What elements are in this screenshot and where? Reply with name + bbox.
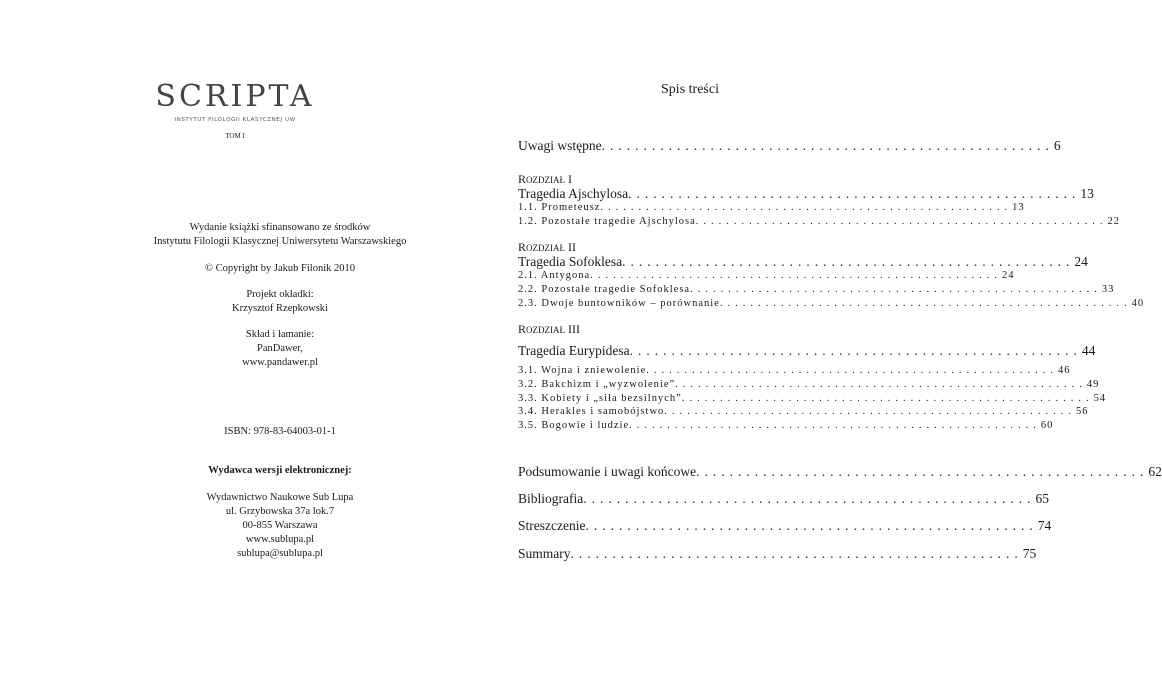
cover-name: Krzysztof Rzepkowski <box>232 303 328 314</box>
toc-entry-summary-en[interactable]: Summary ...................................................... 75 <box>518 546 1037 561</box>
publisher-city: 00-855 Warszawa <box>242 520 318 531</box>
funding-line-2: Instytutu Filologii Klasycznej Uniwersytetu Warszawskiego <box>153 236 407 247</box>
publisher-email: sublupa@sublupa.pl <box>237 548 323 559</box>
typeset-name: PanDawer, <box>257 343 303 354</box>
toc-entry-section[interactable]: 2.3. Dwoje buntowników – porównanie ...................................................... 40 <box>518 298 1145 309</box>
chapter-heading-3: ROZDZIAŁ III <box>518 322 581 336</box>
toc-entry-section[interactable]: 1.1. Prometeusz ...................................................... 13 <box>518 202 1025 213</box>
toc-entry-section[interactable]: 1.2. Pozostałe tragedie Ajschylosa ...................................................... 22 <box>518 216 1121 227</box>
funding-note <box>60 221 500 249</box>
toc-entry-chapter-3[interactable]: Tragedia Eurypidesa ...................................................... 44 <box>518 343 1096 358</box>
toc-entry-abstract-pl[interactable]: Streszczenie ...................................................... 74 <box>518 518 1052 533</box>
logo-wordmark: SCRIPTA <box>155 79 315 114</box>
publisher-street: ul. Grzybowska 37a lok.7 <box>225 506 335 517</box>
ebook-publisher-heading: Wydawca wersji elektronicznej: <box>208 465 352 476</box>
toc-entry-section[interactable]: 3.2. Bakchizm i „wyzwolenie” ...................................................... 49 <box>518 379 1100 390</box>
toc-entry-intro[interactable]: Uwagi wstępne ...................................................... 6 <box>518 138 1061 153</box>
chapter-heading-2: ROZDZIAŁ II <box>518 240 577 254</box>
toc-entry-chapter-2[interactable]: Tragedia Sofoklesa ...................................................... 24 <box>518 254 1088 269</box>
publisher-www: www.sublupa.pl <box>245 534 315 545</box>
typeset-label: Skład i łamanie: <box>245 329 315 340</box>
toc-entry-section[interactable]: 3.4. Herakles i samobójstwo ...................................................... 56 <box>518 406 1089 417</box>
toc-entry-section[interactable]: 3.5. Bogowie i ludzie ...................................................... 60 <box>518 420 1054 431</box>
volume-number: TOM I <box>225 132 245 140</box>
logo-subtitle: INSTYTUT FILOLOGII KLASYCZNEJ UW <box>174 117 296 123</box>
publisher-address <box>60 491 500 561</box>
publisher-name: Wydawnictwo Naukowe Sub Lupa <box>206 492 354 503</box>
cover-label: Projekt okładki: <box>246 289 314 300</box>
typeset-url: www.pandawer.pl <box>242 357 318 368</box>
cover-credit <box>60 288 500 316</box>
toc-entry-chapter-1[interactable]: Tragedia Ajschylosa ...................................................... 13 <box>518 186 1094 201</box>
typeset-credit <box>60 328 500 370</box>
toc-entry-section[interactable]: 3.1. Wojna i zniewolenie ...................................................... 46 <box>518 365 1071 376</box>
isbn: ISBN: 978-83-64003-01-1 <box>224 426 336 437</box>
toc-entry-bibliography[interactable]: Bibliografia ...................................................... 65 <box>518 491 1049 506</box>
toc-entry-section[interactable]: 2.1. Antygona ...................................................... 24 <box>518 270 1015 281</box>
toc-entry-summary-remarks[interactable]: Podsumowanie i uwagi końcowe ...................................................... 62 <box>518 464 1162 479</box>
toc-entry-section[interactable]: 2.2. Pozostałe tragedie Sofoklesa ...................................................... 33 <box>518 284 1115 295</box>
chapter-heading-1: ROZDZIAŁ I <box>518 172 573 186</box>
toc-entry-section[interactable]: 3.3. Kobiety i „siła bezsilnych” ...................................................... 54 <box>518 393 1107 404</box>
toc-title: Spis treści <box>661 82 719 97</box>
scripta-logo <box>150 80 320 123</box>
copyright: © Copyright by Jakub Filonik 2010 <box>204 263 356 274</box>
funding-line-1: Wydanie książki sfinansowano ze środków <box>189 222 371 233</box>
